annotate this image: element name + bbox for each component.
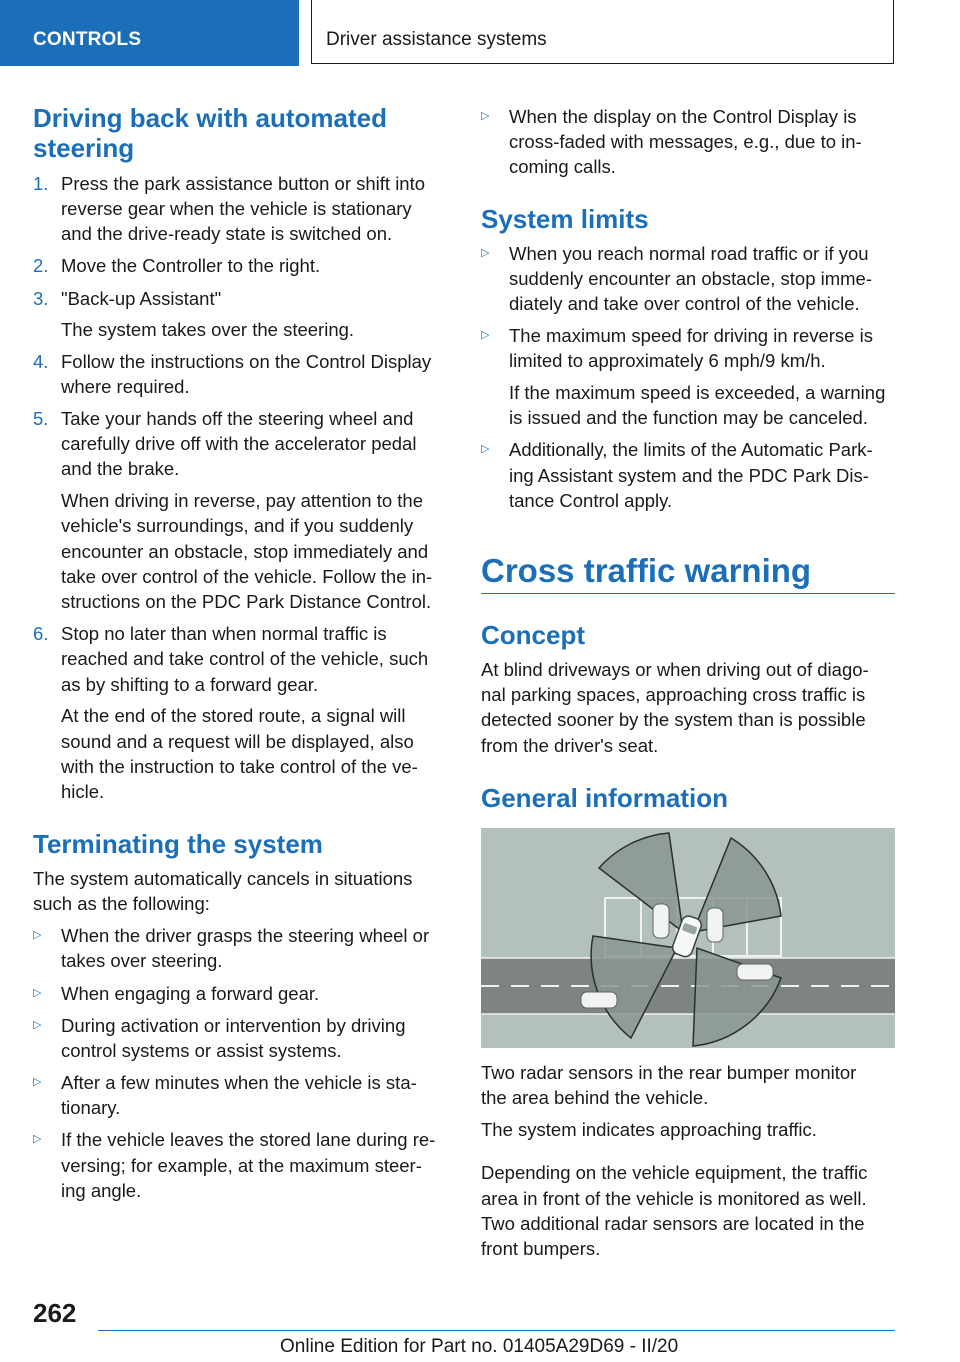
step-note: vehicle's surroundings, and if you suddenly bbox=[61, 515, 414, 536]
paragraph-text: area in front of the vehicle is monitored as well. bbox=[481, 1188, 867, 1209]
triangle-bullet-icon: ▷ bbox=[33, 987, 42, 999]
bullet-text: ing Assistant system and the PDC Park Dis- bbox=[509, 465, 869, 486]
bullet-text: coming calls. bbox=[509, 156, 616, 177]
step-text: reached and take control of the vehicle, such bbox=[61, 648, 429, 669]
step-note: structions on the PDC Park Distance Control. bbox=[61, 591, 432, 612]
edition-footer: Online Edition for Part no. 01405A29D69 - II/20 bbox=[280, 1336, 679, 1357]
step-note: hicle. bbox=[61, 781, 105, 802]
paragraph-text: such as the following: bbox=[33, 893, 210, 914]
bullet-text: ing angle. bbox=[61, 1180, 142, 1201]
step-note: take over control of the vehicle. Follow the in- bbox=[61, 566, 433, 587]
triangle-bullet-icon: ▷ bbox=[33, 1076, 42, 1088]
chapter-tab bbox=[311, 0, 894, 64]
bullet-text: diately and take over control of the vehicle. bbox=[509, 293, 860, 314]
paragraph-text: The system indicates approaching traffic. bbox=[481, 1119, 817, 1140]
step-note: At the end of the stored route, a signal will bbox=[61, 705, 406, 726]
radar-coverage-illustration bbox=[481, 828, 895, 1048]
bullet-text: tionary. bbox=[61, 1097, 121, 1118]
triangle-bullet-icon: ▷ bbox=[481, 443, 490, 455]
paragraph-text: the area behind the vehicle. bbox=[481, 1087, 709, 1108]
heading-general-information: General information bbox=[481, 783, 729, 813]
bullet-text: cross-faded with messages, e.g., due to in- bbox=[509, 131, 862, 152]
paragraph-text: detected sooner by the system than is possible bbox=[481, 709, 866, 730]
triangle-bullet-icon: ▷ bbox=[481, 110, 490, 122]
step-number: 5. bbox=[33, 408, 49, 429]
heading-cross-traffic: Cross traffic warning bbox=[481, 552, 812, 589]
triangle-bullet-icon: ▷ bbox=[33, 929, 42, 941]
footer-divider bbox=[98, 1330, 895, 1331]
bullet-text: tance Control apply. bbox=[509, 490, 673, 511]
chapter-title: Driver assistance systems bbox=[326, 29, 547, 50]
bullet-text: versing; for example, at the maximum steer- bbox=[61, 1155, 422, 1176]
heading-underline bbox=[481, 593, 895, 594]
bullet-text: When the display on the Control Display is bbox=[509, 106, 857, 127]
heading-terminating: Terminating the system bbox=[33, 829, 323, 859]
section-tab bbox=[0, 0, 299, 66]
page-number: 262 bbox=[33, 1298, 77, 1328]
step-note: When driving in reverse, pay attention to the bbox=[61, 490, 423, 511]
step-text: Stop no later than when normal traffic is bbox=[61, 623, 387, 644]
step-number: 6. bbox=[33, 623, 49, 644]
step-note: encounter an obstacle, stop immediately and bbox=[61, 541, 429, 562]
step-text: where required. bbox=[61, 376, 190, 397]
bullet-text: When the driver grasps the steering wheel or bbox=[61, 925, 430, 946]
bullet-text: When engaging a forward gear. bbox=[61, 983, 320, 1004]
section-title: CONTROLS bbox=[33, 29, 142, 50]
triangle-bullet-icon: ▷ bbox=[33, 1019, 42, 1031]
bullet-text: When you reach normal road traffic or if you bbox=[509, 243, 869, 264]
paragraph-text: Two radar sensors in the rear bumper monitor bbox=[481, 1062, 857, 1083]
step-text: Follow the instructions on the Control Display bbox=[61, 351, 432, 372]
paragraph-text: from the driver's seat. bbox=[481, 735, 659, 756]
bullet-text: The maximum speed for driving in reverse is bbox=[509, 325, 873, 346]
bullet-note: is issued and the function may be canceled. bbox=[509, 407, 868, 428]
bullet-text: suddenly encounter an obstacle, stop imme- bbox=[509, 268, 873, 289]
bullet-text: After a few minutes when the vehicle is sta- bbox=[61, 1072, 417, 1093]
paragraph-text: Two additional radar sensors are located in the bbox=[481, 1213, 865, 1234]
triangle-bullet-icon: ▷ bbox=[481, 247, 490, 259]
bullet-text: takes over steering. bbox=[61, 950, 223, 971]
step-text: Move the Controller to the right. bbox=[61, 255, 321, 276]
triangle-bullet-icon: ▷ bbox=[481, 329, 490, 341]
step-number: 4. bbox=[33, 351, 49, 372]
bullet-text: control systems or assist systems. bbox=[61, 1040, 342, 1061]
bullet-note: If the maximum speed is exceeded, a warning bbox=[509, 382, 886, 403]
bullet-text: During activation or intervention by driving bbox=[61, 1015, 406, 1036]
step-number: 3. bbox=[33, 288, 49, 309]
step-text: "Back-up Assistant" bbox=[61, 288, 222, 309]
step-text: and the drive-ready state is switched on. bbox=[61, 223, 393, 244]
step-text: Take your hands off the steering wheel and bbox=[61, 408, 414, 429]
bullet-text: limited to approximately 6 mph/9 km/h. bbox=[509, 350, 826, 371]
triangle-bullet-icon: ▷ bbox=[33, 1133, 42, 1145]
heading-concept: Concept bbox=[481, 620, 585, 650]
heading-driving-back-line1: Driving back with automated bbox=[33, 103, 387, 133]
bullet-text: If the vehicle leaves the stored lane during re- bbox=[61, 1129, 436, 1150]
step-number: 2. bbox=[33, 255, 49, 276]
paragraph-text: nal parking spaces, approaching cross traffic is bbox=[481, 684, 866, 705]
step-note: with the instruction to take control of the ve- bbox=[61, 756, 418, 777]
step-number: 1. bbox=[33, 173, 49, 194]
step-text: and the brake. bbox=[61, 458, 180, 479]
heading-system-limits: System limits bbox=[481, 204, 649, 234]
paragraph-text: front bumpers. bbox=[481, 1238, 601, 1259]
step-note: sound and a request will be displayed, also bbox=[61, 731, 414, 752]
bullet-text: Additionally, the limits of the Automatic Park- bbox=[509, 439, 873, 460]
heading-driving-back-line2: steering bbox=[33, 133, 135, 163]
step-text: as by shifting to a forward gear. bbox=[61, 674, 319, 695]
step-text: Press the park assistance button or shift into bbox=[61, 173, 426, 194]
paragraph-text: The system automatically cancels in situations bbox=[33, 868, 413, 889]
paragraph-text: Depending on the vehicle equipment, the traffic bbox=[481, 1162, 868, 1183]
step-note: The system takes over the steering. bbox=[61, 319, 355, 340]
paragraph-text: At blind driveways or when driving out of diago- bbox=[481, 659, 869, 680]
step-text: carefully drive off with the accelerator pedal bbox=[61, 433, 417, 454]
step-text: reverse gear when the vehicle is stationary bbox=[61, 198, 412, 219]
